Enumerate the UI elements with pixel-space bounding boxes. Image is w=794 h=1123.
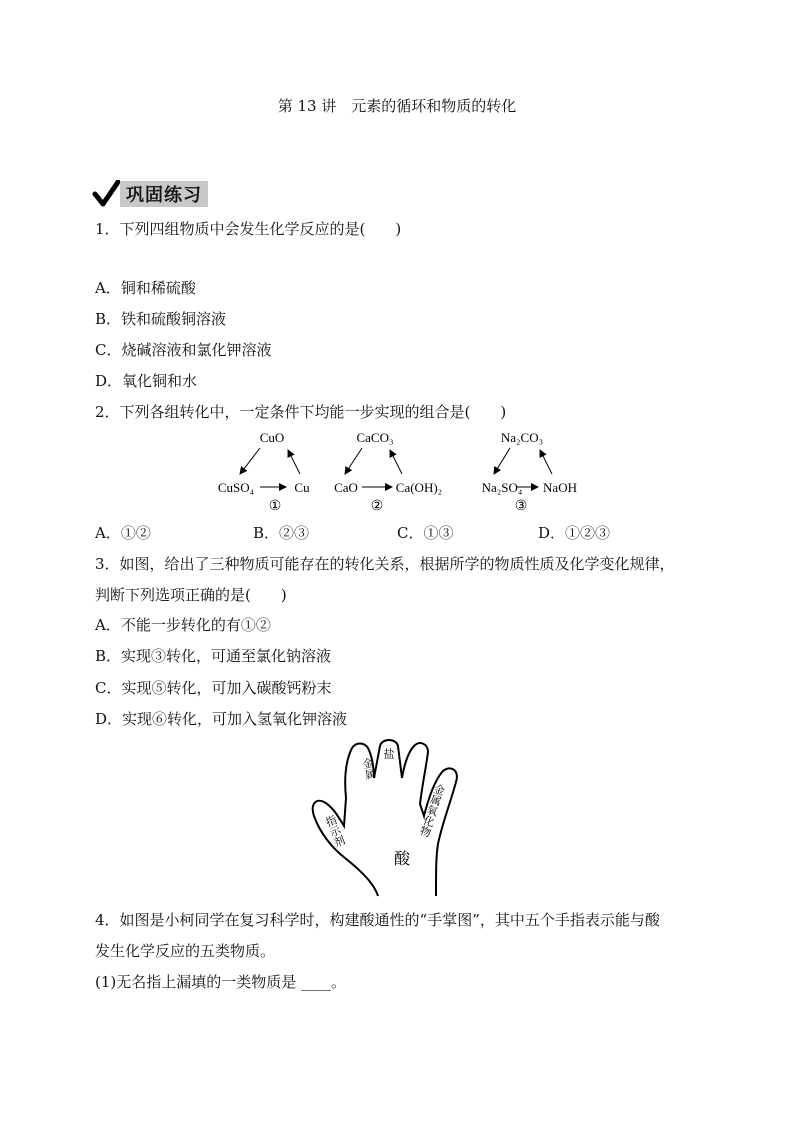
page-title: 第 13 讲 元素的循环和物质的转化: [277, 97, 517, 115]
question-4-stem-line-1: 4．如图是小柯同学在复习科学时，构建酸通性的“手掌图”，其中五个手指表示能与酸: [95, 911, 660, 929]
diagram-1-top: CuO: [259, 430, 285, 445]
q3-option-d: D．实现⑥转化，可加入氢氧化钾溶液: [95, 710, 348, 728]
q2-option-d: D．①②③: [538, 524, 611, 542]
diagram-2-number: ②: [370, 499, 384, 514]
question-4-sub-1: (1)无名指上漏填的一类物质是 ____。: [95, 973, 347, 991]
diagram-3-right: NaOH: [543, 480, 577, 495]
diagram-3-top: Na₂CO₃: [500, 430, 544, 445]
hand-finger-3-label: 盐: [382, 748, 394, 759]
diagram-3-number: ③: [514, 499, 528, 514]
q2-option-c: C．①③: [397, 524, 454, 542]
diagram-2-left: CaO: [334, 480, 358, 495]
section-header: [92, 180, 208, 208]
arrow-top-to-left: [345, 448, 362, 474]
diagram-2-right: Ca(OH)₂: [395, 480, 443, 495]
section-title: 巩固练习: [120, 181, 208, 207]
diagram-2: [334, 430, 442, 514]
q1-option-a: A．铜和稀硫酸: [95, 279, 196, 297]
diagram-1-right: Cu: [294, 480, 310, 495]
hand-finger-1-label: 指示剂: [322, 813, 346, 849]
conversion-diagrams: [200, 424, 600, 516]
arrow-top-to-left: [240, 448, 260, 474]
diagram-3-left: Na₂SO₄: [481, 480, 523, 495]
q2-option-a: A．①②: [95, 524, 151, 542]
q3-option-b: B．实现③转化，可通至氯化钠溶液: [95, 647, 332, 665]
check-mark-icon: [92, 180, 120, 208]
q3-option-c: C．实现⑤转化，可加入碳酸钙粉末: [95, 679, 332, 697]
question-2-stem: 2．下列各组转化中，一定条件下均能一步实现的组合是( ): [95, 403, 507, 421]
q3-option-a: A．不能一步转化的有①②: [95, 616, 271, 634]
diagram-2-top: CaCO₃: [356, 430, 394, 445]
acid-hand-diagram: [300, 738, 500, 898]
question-3-stem-line-1: 3．如图，给出了三种物质可能存在的转化关系，根据所学的物质性质及化学变化规律，: [95, 555, 675, 573]
diagram-1: [218, 430, 310, 514]
diagram-3: [482, 430, 577, 514]
hand-finger-5-label: 金属氧化物: [417, 782, 446, 839]
q1-option-b: B．铁和硫酸铜溶液: [95, 310, 227, 328]
arrow-top-to-left: [494, 448, 510, 474]
hand-finger-2-label: 金属: [360, 756, 377, 781]
arrow-right-to-top: [288, 450, 300, 474]
diagram-1-left: CuSO₄: [217, 480, 255, 495]
arrow-right-to-top: [390, 450, 402, 474]
diagram-1-number: ①: [268, 499, 282, 514]
q1-option-d: D．氧化铜和水: [95, 372, 198, 390]
q2-option-b: B．②③: [253, 524, 310, 542]
q1-option-c: C．烧碱溶液和氯化钾溶液: [95, 341, 272, 359]
arrow-right-to-top: [540, 450, 552, 474]
question-4-stem-line-2: 发生化学反应的五类物质。: [95, 942, 276, 960]
hand-palm-label: 酸: [393, 851, 411, 868]
question-1-stem: 1．下列四组物质中会发生化学反应的是( ): [95, 220, 402, 238]
question-3-stem-line-2: 判断下列选项正确的是( ): [95, 586, 287, 604]
